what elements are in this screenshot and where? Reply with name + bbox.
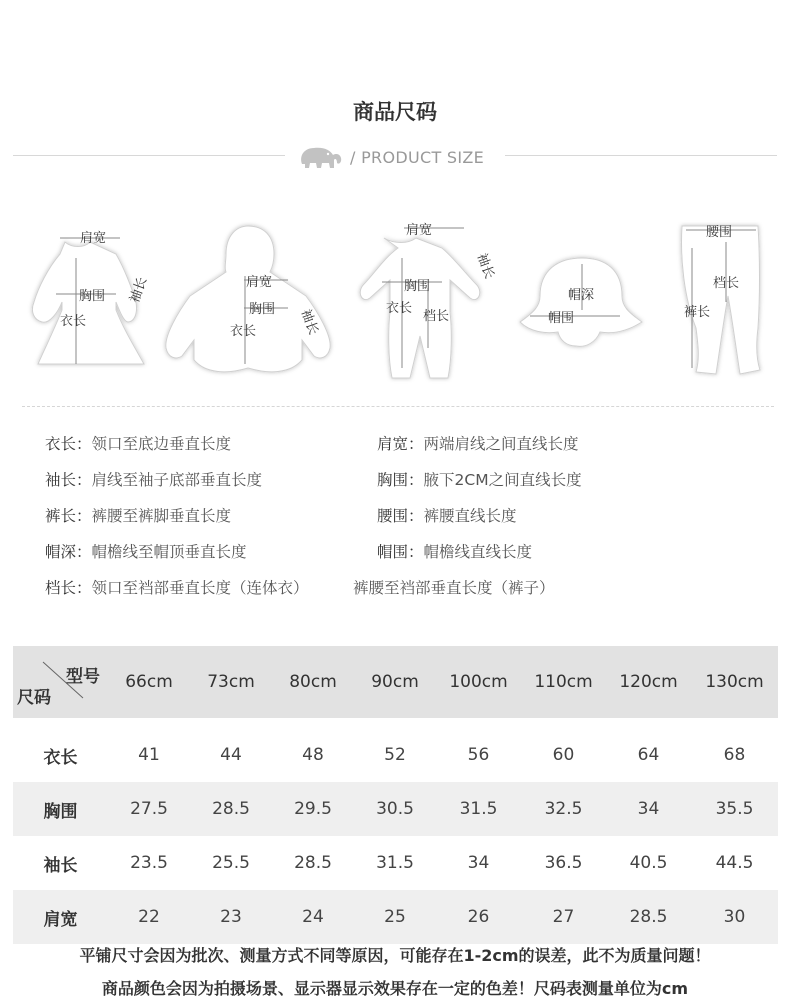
table-row [13,890,778,944]
definition-key: 腰围： [377,507,424,525]
definition-shoulder [377,432,579,454]
table-cell: 34 [467,853,490,873]
definition-key: 档长： [45,579,92,597]
table-cell: 28.5 [294,853,332,873]
table-cell: 26 [436,890,521,944]
definition-sleeve [45,468,262,490]
definition-value: 两端肩线之间直线长度 [423,435,579,453]
definition-value: 裤腰至裆部垂直长度（裤子） [353,579,555,597]
row-label: 胸围 [13,782,108,836]
table-cell: 32.5 [521,782,606,836]
definition-value: 帽檐线至帽顶垂直长度 [91,543,247,561]
table-cell: 68 [723,745,746,765]
table-cell: 56 [467,745,490,765]
definition-crotch-pants [353,576,555,598]
divider-left [13,155,285,156]
definition-key: 肩宽： [377,435,424,453]
table-cell: 30 [691,890,778,944]
row-label: 肩宽 [13,890,108,944]
table-cell: 28.5 [606,890,691,944]
table-row [13,782,778,836]
size-table [13,646,778,944]
table-cell: 31.5 [376,853,414,873]
romper-shape [360,238,480,378]
size-header: 90cm [354,646,436,718]
subtitle-text: / PRODUCT SIZE [350,147,485,167]
table-cell: 23 [190,890,272,944]
hat-depth-label: 帽深 [568,288,595,303]
product-size-heading [296,143,484,171]
table-row [13,836,778,890]
jacket-sleeve-label: 袖长 [297,307,321,337]
row-label: 袖长 [43,855,78,876]
table-cell: 30.5 [354,782,436,836]
jacket-shape [166,226,330,372]
pants-waist-label: 腰围 [706,225,733,240]
table-corner-cell [13,646,108,718]
corner-model-label: 型号 [66,667,100,687]
table-cell: 44 [220,745,242,765]
romper-shoulder-label: 肩宽 [406,223,433,238]
size-header: 66cm [108,646,190,718]
definition-key: 袖长： [45,471,92,489]
table-cell: 23.5 [130,853,168,873]
table-cell: 64 [637,745,660,765]
table-header-row [13,646,778,718]
definition-key: 帽围： [377,543,424,561]
table-cell: 52 [384,745,406,765]
table-cell: 28.5 [190,782,272,836]
note-measurement: 平铺尺寸会因为批次、测量方式不同等原因，可能存在1-2cm的误差，此不为质量问题！ [79,946,711,965]
size-header: 73cm [190,646,272,718]
dress-length-label: 衣长 [60,314,87,329]
definition-key: 裤长： [45,507,92,525]
table-cell: 27.5 [108,782,190,836]
size-header: 110cm [521,646,606,718]
table-cell: 60 [552,745,575,765]
definition-chest [377,468,582,490]
dress-sleeve-label: 袖长 [127,275,151,305]
size-header: 120cm [606,646,691,718]
definition-waist [377,504,517,526]
note-color: 商品颜色会因为拍摄场景、显示器显示效果存在一定的色差！尺码表测量单位为cm [101,979,689,998]
definition-value: 领口至裆部垂直长度（连体衣） [91,579,309,597]
romper-length-label: 衣长 [386,301,413,316]
definition-length [45,432,231,454]
romper-chest-label: 胸围 [404,279,431,294]
elephant-icon [296,144,344,170]
table-cell: 48 [302,745,324,765]
dress-shoulder-label: 肩宽 [80,231,107,246]
romper-sleeve-label: 袖长 [473,251,497,281]
table-cell: 36.5 [544,853,583,873]
dashed-divider [22,406,774,407]
hat-circ-label: 帽围 [548,311,575,326]
definition-key: 衣长： [45,435,92,453]
definition-key: 帽深： [45,543,92,561]
table-cell: 31.5 [436,782,521,836]
jacket-shoulder-label: 肩宽 [246,275,273,290]
page-title: 商品尺码 [353,100,437,124]
table-cell: 24 [272,890,354,944]
table-cell: 29.5 [272,782,354,836]
definition-value: 裤腰直线长度 [423,507,517,525]
definition-hat-circ [377,540,532,562]
divider-right [505,155,777,156]
definition-pants-length [45,504,231,526]
definition-value: 肩线至袖子底部垂直长度 [91,471,263,489]
table-cell: 22 [108,890,190,944]
size-header: 80cm [272,646,354,718]
table-cell: 40.5 [629,853,668,873]
table-row [13,728,778,782]
definition-value: 领口至底边垂直长度 [91,435,232,453]
table-cell: 35.5 [691,782,778,836]
table-cell: 41 [138,745,160,765]
dress-chest-label: 胸围 [79,289,106,304]
definition-key: 胸围： [377,471,424,489]
definition-crotch-romper [45,576,309,598]
definition-value: 裤腰至裤脚垂直长度 [91,507,232,525]
pants-shape [682,226,760,374]
pants-crotch-label: 档长 [713,276,740,291]
size-header: 100cm [436,646,521,718]
table-cell: 34 [606,782,691,836]
pants-length-label: 裤长 [684,305,711,320]
table-cell: 27 [521,890,606,944]
jacket-length-label: 衣长 [230,324,257,339]
definition-value: 腋下2CM之间直线长度 [423,471,582,489]
table-cell: 44.5 [715,853,754,873]
table-cell: 25 [354,890,436,944]
jacket-chest-label: 胸围 [249,302,276,317]
romper-crotch-label: 档长 [423,309,450,324]
definition-value: 帽檐线直线长度 [423,543,533,561]
table-cell: 25.5 [212,853,250,873]
size-header: 130cm [691,646,778,718]
corner-size-label: 尺码 [17,688,51,708]
row-label: 衣长 [43,747,78,768]
definition-hat-depth [45,540,247,562]
